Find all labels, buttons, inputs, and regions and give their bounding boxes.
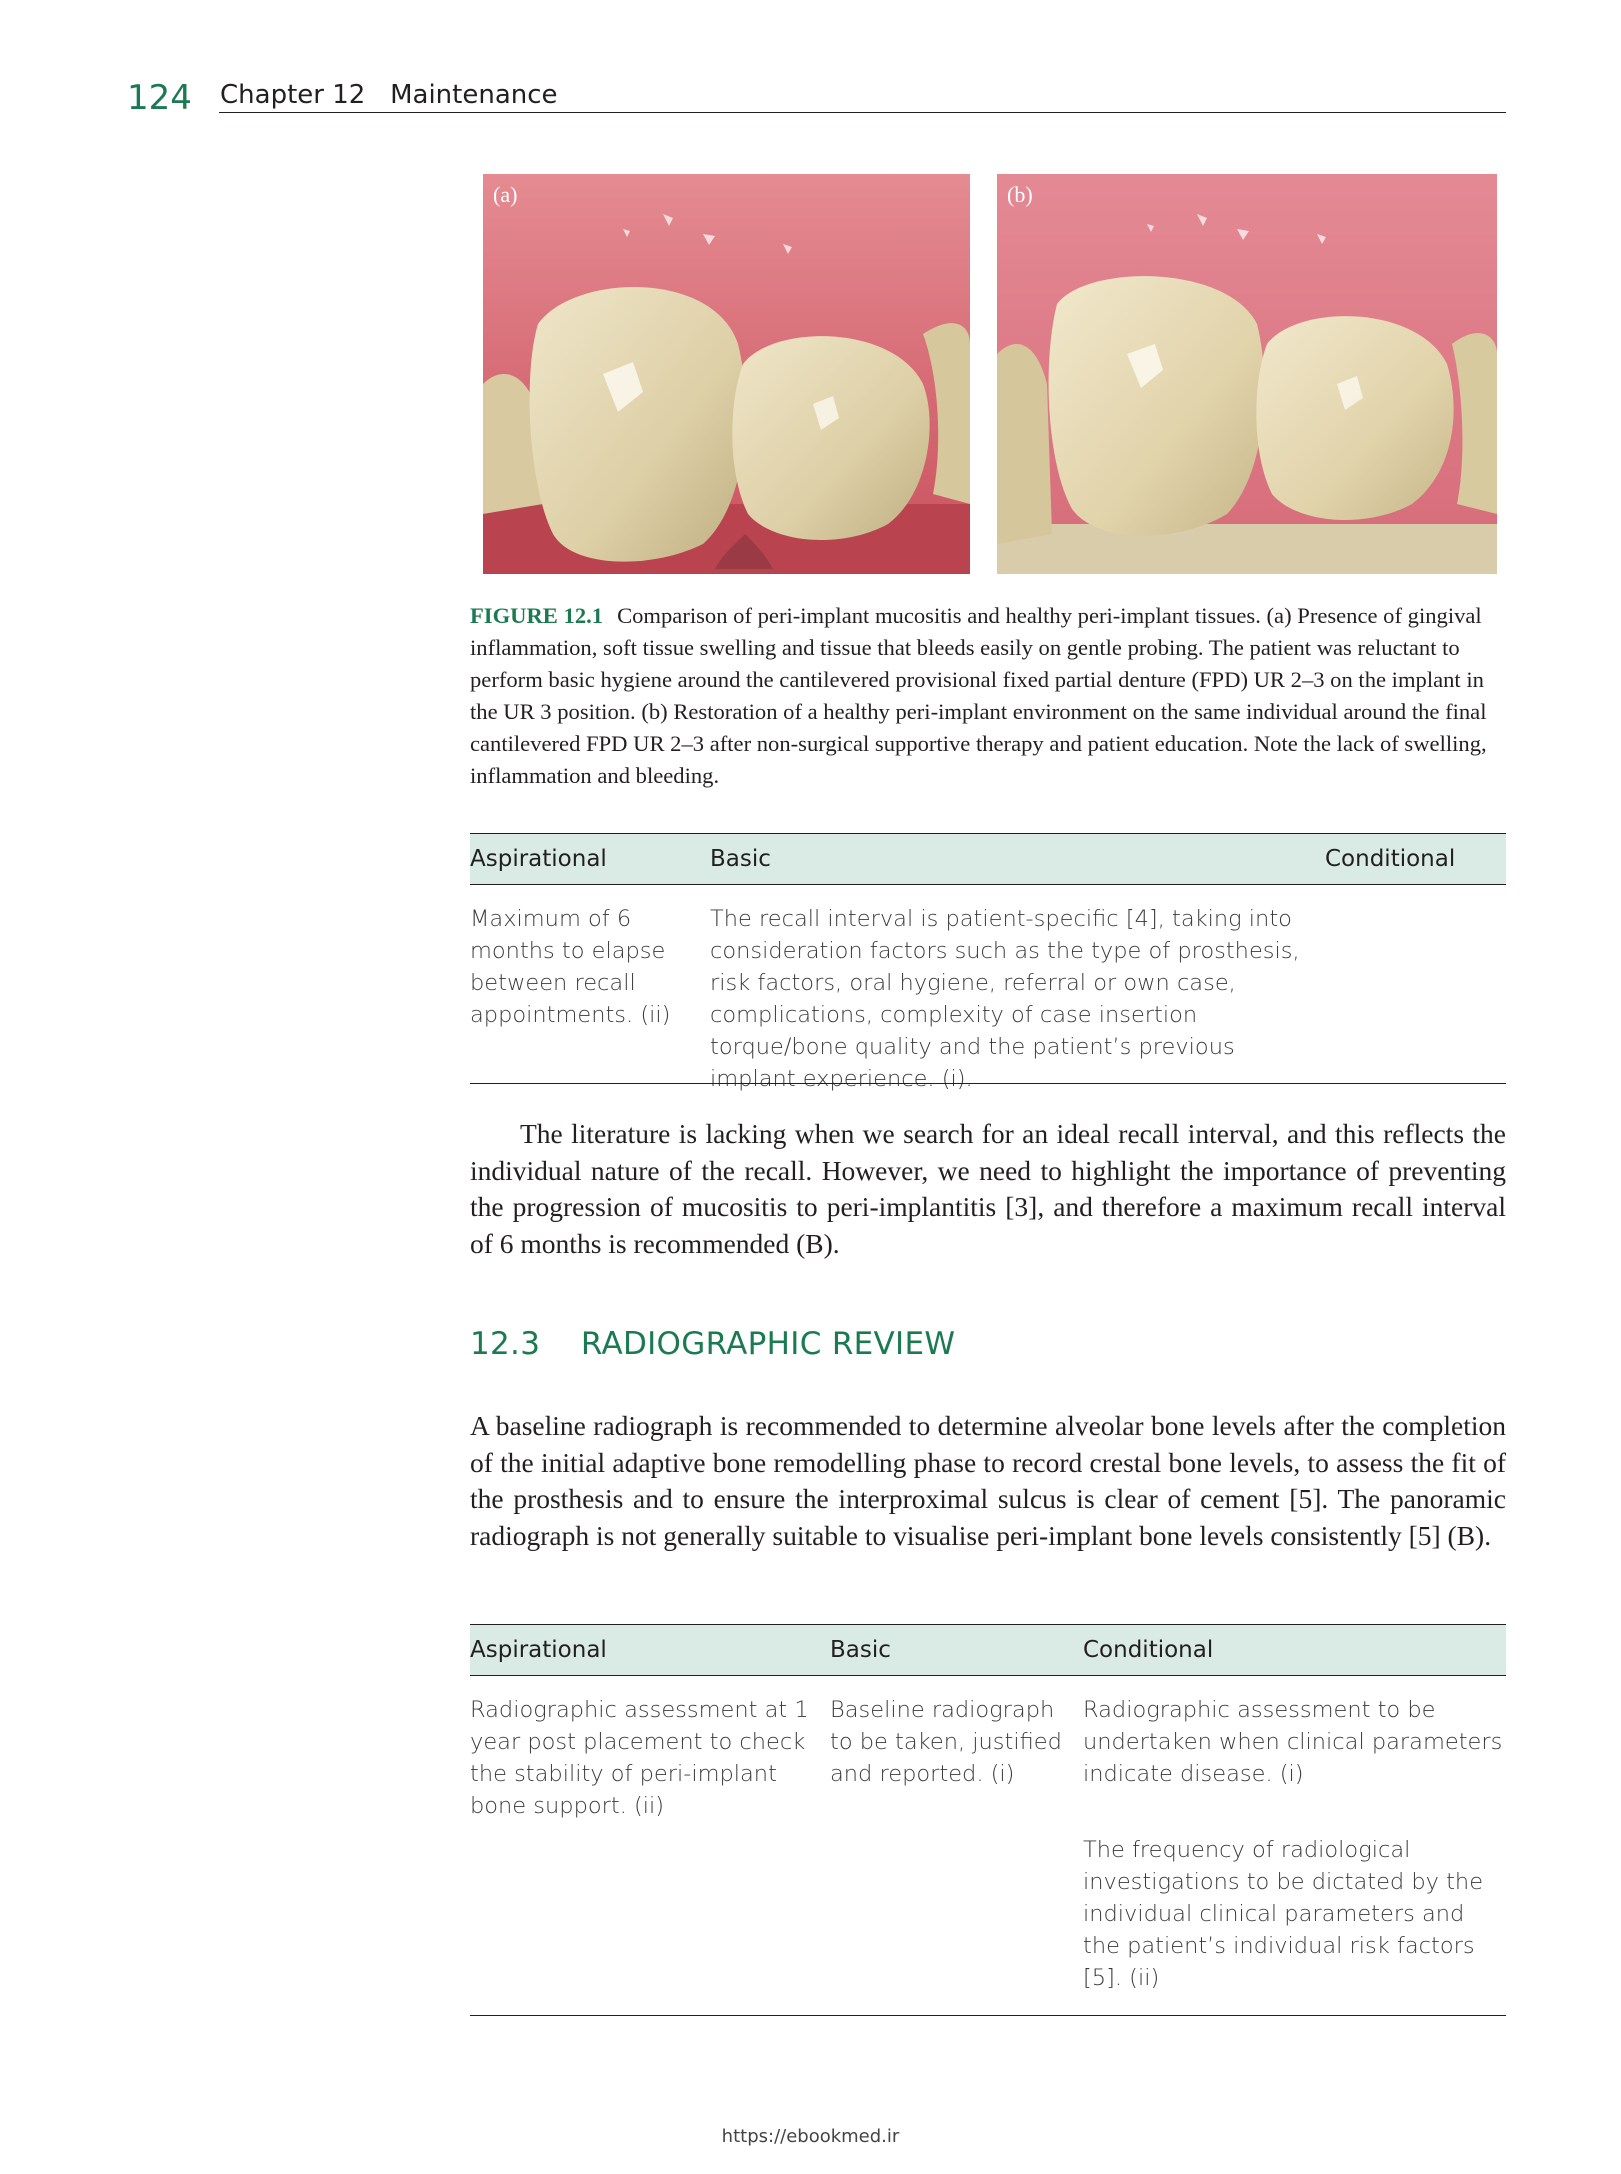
column-header-aspirational: Aspirational [470, 846, 607, 872]
body-paragraph-recall: The literature is lacking when we search for an ideal recall interval, and this reflects the individual nature of the recall. However, we need to highlight the importance of preventing the progression of mucositis to peri-implantitis [3], and therefore a maximum recall interval of 6 months is recommended (B). [470, 1118, 1506, 1259]
column-header-conditional: Conditional [1325, 846, 1456, 872]
figure-label: FIGURE 12.1 [470, 603, 604, 628]
column-header-basic: Basic [710, 846, 771, 872]
recommendation-table-recall [470, 833, 1506, 1092]
table-bottom-rule [470, 1083, 1506, 1084]
figure-caption-text: Comparison of peri-implant mucositis and healthy peri-implant tissues. (a) Presence of gingival inflammation, soft tissue swelling and tissue that bleeds easily on gentle probing. The patient was reluctant to perform basic hygiene around the cantilevered provisional fixed partial denture (FPD) UR 2–3 on the implant in the UR 3 position. (b) Restoration of a healthy peri-implant environment on the same individual around the final cantilevered FPD UR 2–3 after non-surgical supportive therapy and patient education. Note the lack of swelling, inflammation and bleeding. [470, 603, 1487, 788]
body-paragraph-radiograph: A baseline radiograph is recommended to determine alveolar bone levels after the completion of the initial adaptive bone remodelling phase to record crestal bone levels, to assess the fit of the prosthesis and to ensure the interproximal sulcus is clear of cement [5]. The panoramic radiograph is not generally suitable to visualise peri-implant bone levels consistently [5] (B). [470, 1410, 1506, 1551]
section-title: RADIOGRAPHIC REVIEW [580, 1326, 956, 1362]
cell-aspirational: Maximum of 6 months to elapse between recall appointments. (ii) [470, 906, 671, 1028]
section-heading [470, 1326, 955, 1362]
column-header-basic: Basic [830, 1637, 891, 1663]
header-rule [219, 112, 1506, 113]
cell-aspirational: Radiographic assessment at 1 year post placement to check the stability of peri-implant bone support. (ii) [470, 1697, 809, 1819]
panel-label-b: (b) [1007, 182, 1033, 207]
figure-photo-b [997, 174, 1497, 574]
cell-conditional-frequency: The frequency of radiological investigations to be dictated by the individual clinical parameters and the patient’s individual risk factors [5]. (ii) [1083, 1837, 1484, 1991]
cell-conditional-disease: Radiographic assessment to be undertaken when clinical parameters indicate disease. (i) [1083, 1697, 1503, 1787]
figure-caption [470, 600, 1506, 792]
running-head: Chapter 12 Maintenance [220, 80, 558, 110]
page-number: 124 [127, 78, 192, 118]
figure-photo-a [483, 174, 970, 574]
table-header-row [470, 1624, 1506, 1676]
dental-photo-inflamed [483, 174, 970, 574]
dental-photo-healthy [997, 174, 1497, 574]
cell-basic: The recall interval is patient-specific [4], taking into consideration factors such as the type of prosthesis, risk factors, oral hygiene, referral or own case, complications, complexity of case insertion torque/bone quality and the patient’s previous implant experience. (i). [710, 906, 1300, 1092]
recommendation-table-radiographic [470, 1624, 1506, 2017]
table-header-row [470, 833, 1506, 885]
column-header-aspirational: Aspirational [470, 1637, 607, 1663]
column-header-conditional: Conditional [1083, 1637, 1214, 1663]
panel-label-a: (a) [493, 182, 518, 207]
table-bottom-rule [470, 2015, 1506, 2016]
cell-basic: Baseline radiograph to be taken, justified and reported. (i) [830, 1697, 1062, 1787]
footer-url: https://ebookmed.ir [721, 2126, 900, 2147]
section-number: 12.3 [470, 1326, 541, 1362]
